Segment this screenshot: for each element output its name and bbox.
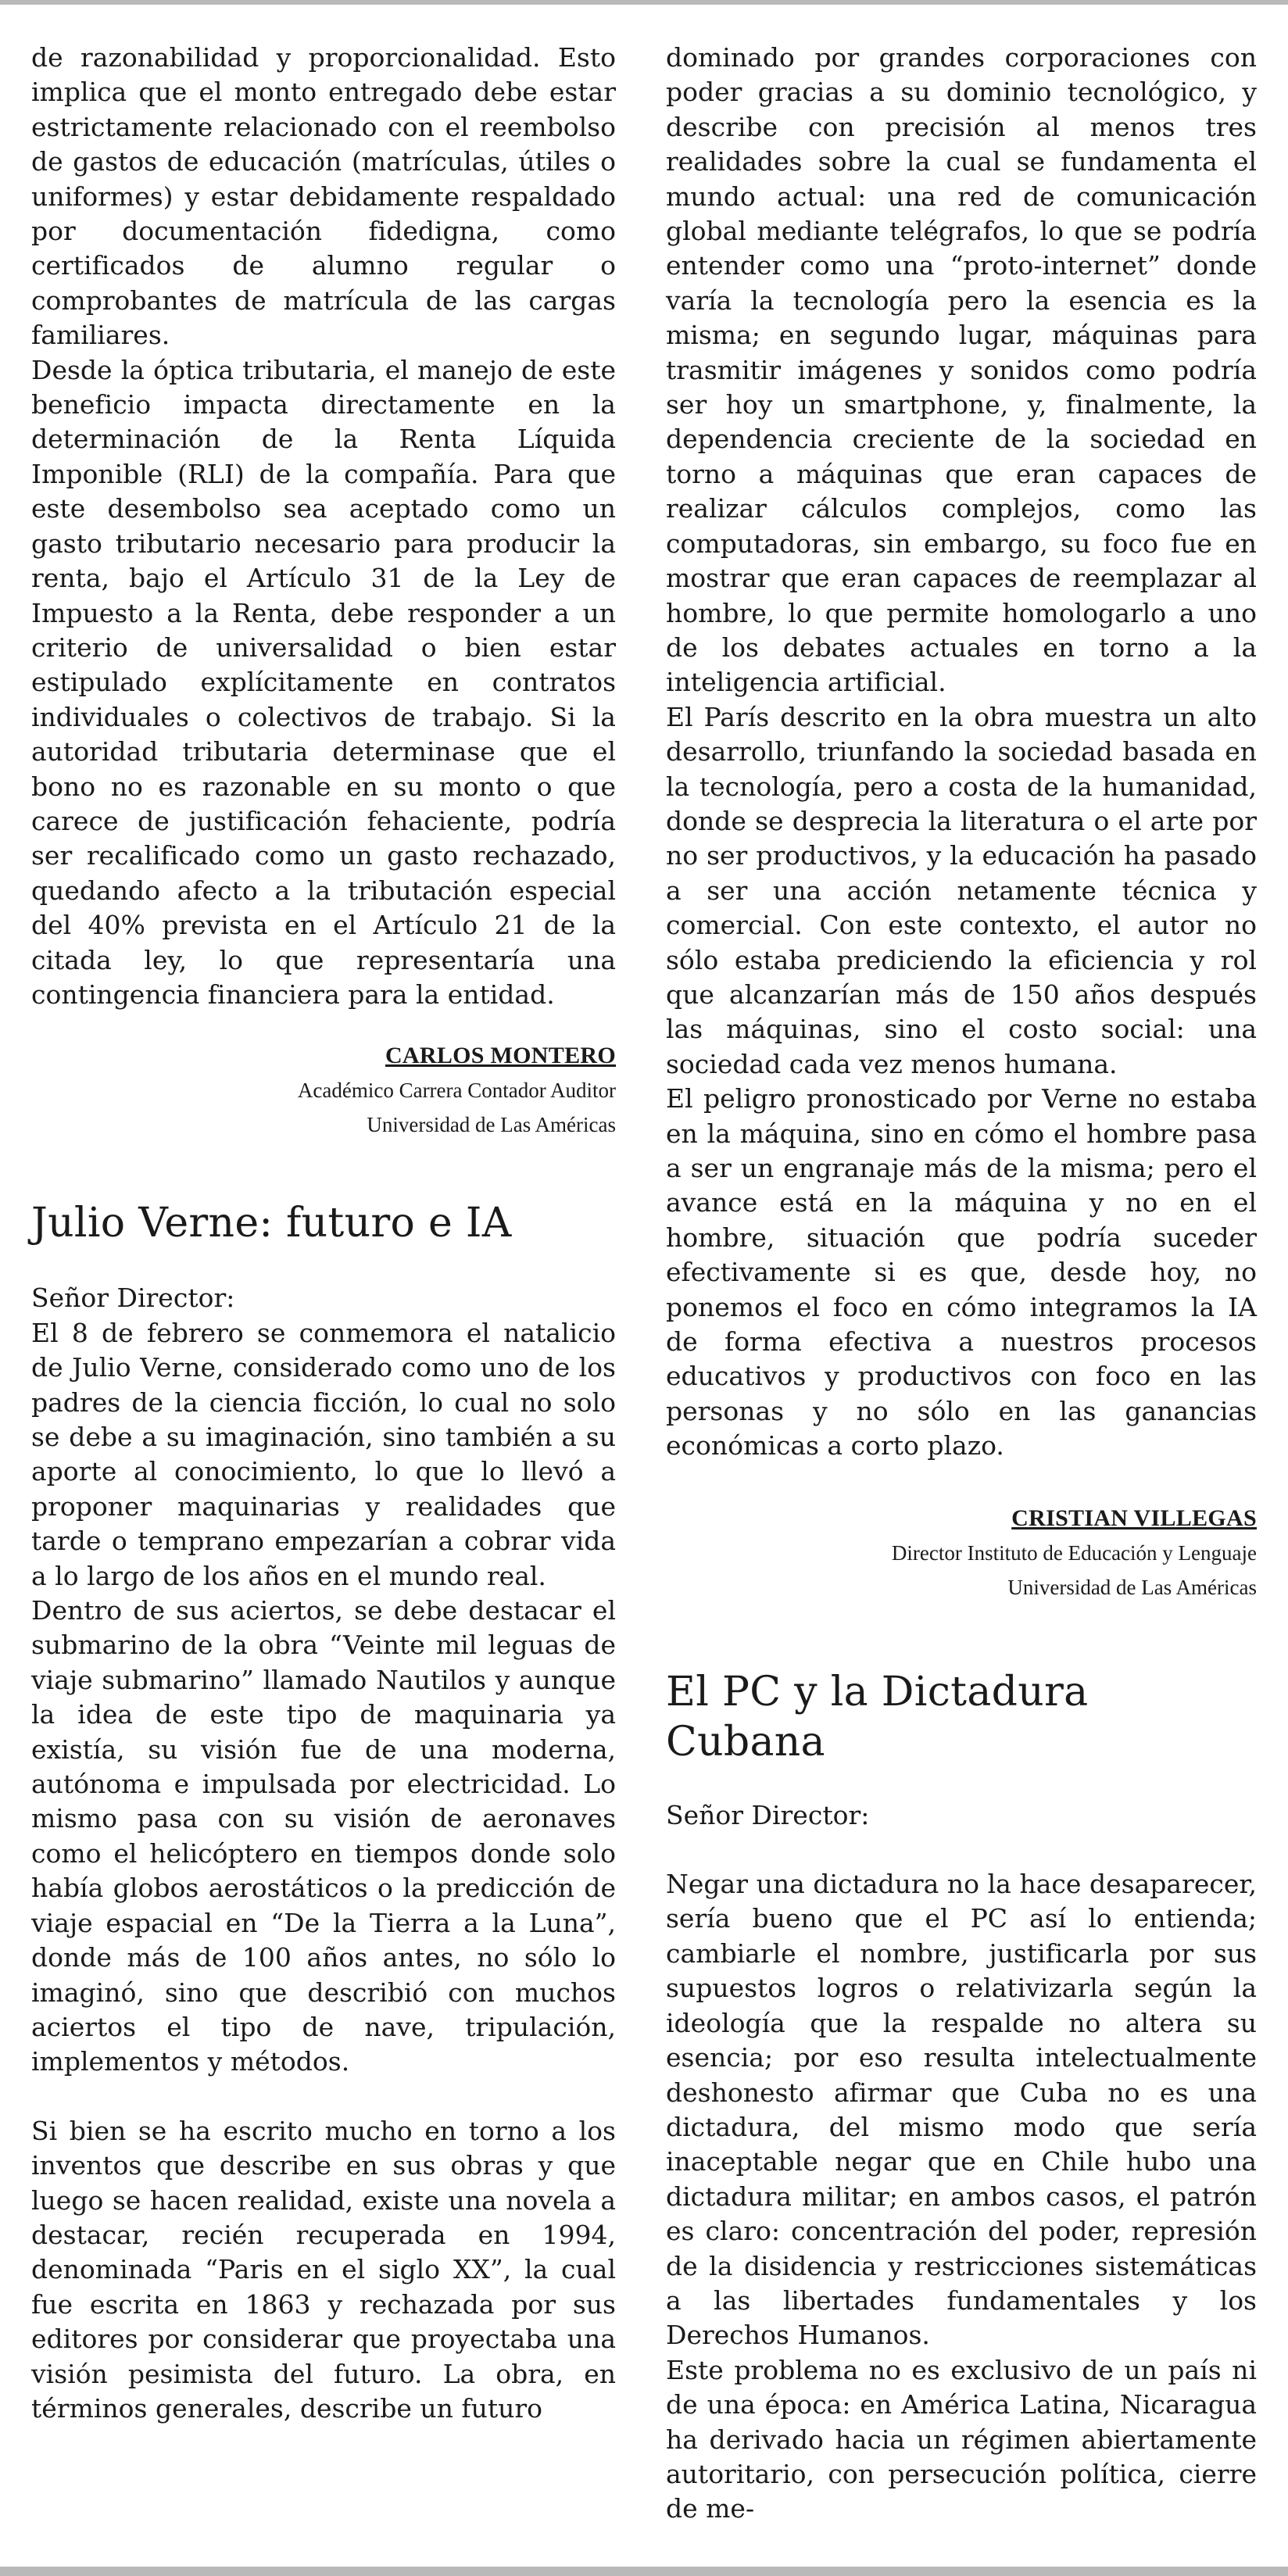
letter2-paragraph-3-continued: dominado por grandes corporaciones con poder gracias a su dominio tecnológico, y describe con precisión al menos tres realidades sobre la cual se fundamenta el mundo actual: una red de comunicación global mediante telégrafos, lo que se podría entender como una “proto-internet” donde varía la tecnología pero la esencia es la misma; en segundo lugar, máquinas para trasmitir imágenes y sonidos como podría ser hoy un smartphone, y, finalmente, la dependencia creciente de la sociedad en torno a máquinas que eran capaces de realizar cálculos complejos, como las computadoras, sin embargo, su foco fue en mostrar que eran capaces de reemplazar al hombre, lo que permite homologarlo a uno de los debates actuales en torno a la inteligencia artificial. bbox=[666, 42, 1257, 698]
bottom-rule bbox=[0, 2567, 1288, 2576]
left-column bbox=[31, 41, 616, 2426]
letter2-title: Julio Verne: futuro e IA bbox=[31, 1200, 512, 1247]
letter2-paragraph-2: Dentro de sus aciertos, se debe destacar el submarino de la obra “Veinte mil leguas de viaje submarino” llamado Nautilos y aunque la idea de este tipo de maquinaria ya existía, su visión fue de una moderna, autónoma e impulsada por electricidad. Lo mismo pasa con su visión de aeronaves como el helicóptero en tiempos donde solo había globos aerostáticos o la predicción de viaje espacial en “De la Tierra a la Luna”, donde más de 100 años antes, no sólo lo imaginó, sino que describió con muchos aciertos el tipo de nave, tripulación, implementos y métodos. bbox=[31, 1595, 616, 2077]
letter1-paragraph-2: Desde la óptica tributaria, el manejo de este beneficio impacta directamente en la determinación de la Renta Líquida Imponible (RLI) de la compañía. Para que este desembolso sea aceptado como un gasto tributario necesario para producir la renta, bajo el Artículo 31 de la Ley de Impuesto a la Renta, debe responder a un criterio de universalidad o bien estar estipulado explícitamente en contratos individuales o colectivos de trabajo. Si la autoridad tributaria determinase que el bono no es razonable en su monto o que carece de justificación fehaciente, podría ser recalificado como un gasto rechazado, quedando afecto a la tributación especial del 40% prevista en el Artículo 21 de la citada ley, lo que representaría una contingencia financiera para la entidad. bbox=[31, 354, 616, 1010]
letter2-author-name: CRISTIAN VILLEGAS bbox=[1011, 1504, 1257, 1531]
letter2-paragraph-3: Si bien se ha escrito mucho en torno a los inventos que describe en sus obras y que luego se hacen realidad, existe una novela a destacar, recién recuperada en 1994, denominada “Paris en el siglo XX”, la cual fue escrita en 1863 y rechazada por sus editores por considerar que proyectaba una visión pesimista del futuro. La obra, en términos generales, describe un futuro bbox=[31, 2115, 616, 2424]
paragraph-gap bbox=[31, 2080, 616, 2114]
letter2-paragraph-1: El 8 de febrero se conmemora el natalicio de Julio Verne, considerado como uno de los padres de la ciencia ficción, lo cual no solo se debe a su imaginación, sino también a su aporte al conocimiento, lo que lo llevó a proponer maquinarias y realidades que tarde o temprano empezarían a cobrar vida a lo largo de los años en el mundo real. bbox=[31, 1317, 616, 1591]
letter2-paragraph-5: El peligro pronosticado por Verne no estaba en la máquina, sino en cómo el hombre pasa a ser un engranaje más de la misma; pero el avance está en la máquina y no en el hombre, situación que podría suceder efectivamente si es que, desde hoy, no ponemos el foco en cómo integramos la IA de forma efectiva a nuestros procesos educativos y productivos con foco en las personas y no sólo en las ganancias económicas a corto plazo. bbox=[666, 1083, 1257, 1462]
letter2-author-role: Director Instituto de Educación y Lenguaje bbox=[891, 1540, 1257, 1565]
letter3-paragraph-1: Negar una dictadura no la hace desaparecer, sería bueno que el PC así lo entienda; cambiarle el nombre, justificarla por sus supuestos logros o relativizarla según la ideología que la respalde no altera su esencia; por eso resulta intelectualmente deshonesto afirmar que Cuba no es una dictadura, del mismo modo que sería inaceptable negar que en Chile hubo una dictadura militar; en ambos casos, el patrón es claro: concentración del poder, represión de la disidencia y restricciones sistemáticas a las libertades fundamentales y los Derechos Humanos. bbox=[666, 1869, 1257, 2351]
letter1-signature bbox=[31, 1039, 616, 1142]
letter3-paragraph-2: Este problema no es exclusivo de un país ni de una época: en América Latina, Nicaragua ha derivado hacia un régimen abiertamente autoritario, con persecución política, cierre de me- bbox=[666, 2354, 1257, 2524]
letter2-author-institution: Universidad de Las Américas bbox=[1007, 1575, 1257, 1599]
letter1-author-role: Académico Carrera Contador Auditor bbox=[297, 1079, 616, 1103]
letter1-author-institution: Universidad de Las Américas bbox=[367, 1113, 616, 1137]
letter3-salutation: Señor Director: bbox=[666, 1799, 870, 1830]
right-column bbox=[666, 41, 1257, 2527]
letter1-paragraph-1: de razonabilidad y proporcionalidad. Esto implica que el monto entregado debe estar estrictamente relacionado con el reembolso de gastos de educación (matrículas, útiles o uniformes) y estar debidamente respaldado por documentación fidedigna, como certificados de alumno regular o comprobantes de matrícula de las cargas familiares. bbox=[31, 42, 616, 351]
letter2-paragraph-4: El París descrito en la obra muestra un alto desarrollo, triunfando la sociedad basada en la tecnología, pero a costa de la humanidad, donde se desprecia la literatura o el arte por no ser productivos, y la educación ha pasado a ser una acción netamente técnica y comercial. Con este contexto, el autor no sólo estaba prediciendo la eficiencia y rol que alcanzarían más de 150 años después las máquinas, sino el costo social: una sociedad cada vez menos humana. bbox=[666, 701, 1257, 1079]
paragraph-gap bbox=[666, 1833, 1257, 1867]
letter2-signature bbox=[666, 1501, 1257, 1605]
top-rule bbox=[0, 0, 1288, 5]
letter2-salutation: Señor Director: bbox=[31, 1283, 235, 1314]
letter1-author-name: CARLOS MONTERO bbox=[385, 1043, 616, 1069]
letter3-title: El PC y la Dictadura Cubana bbox=[666, 1668, 1089, 1766]
